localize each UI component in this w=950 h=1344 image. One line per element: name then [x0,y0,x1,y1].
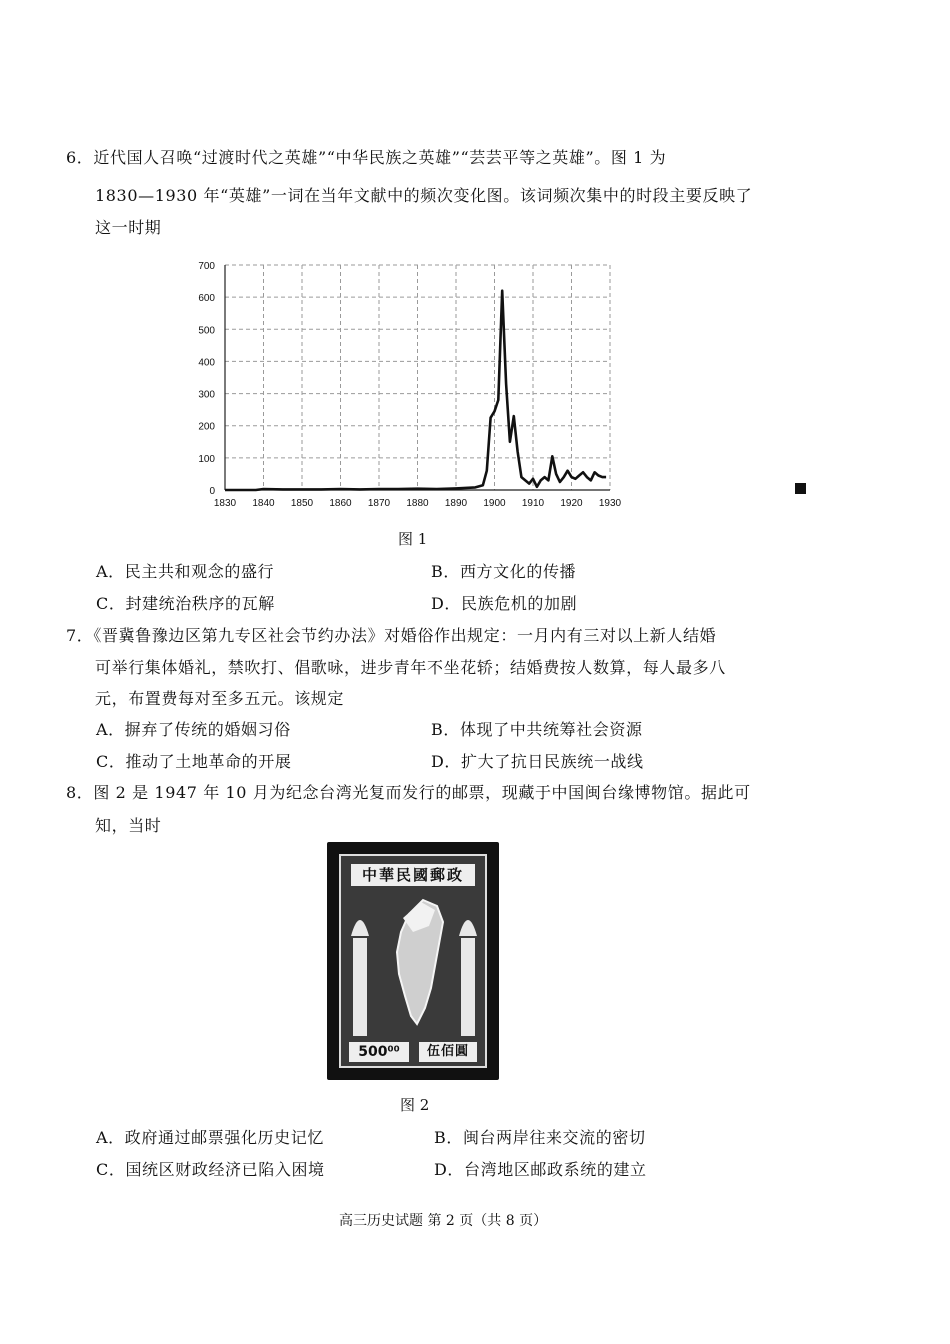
q7-option-c[interactable]: C．推动了土地革命的开展 [96,752,292,771]
y-tick-label: 200 [198,421,215,433]
stamp-illustration [341,856,489,1070]
stamp-denomination: 500⁰⁰ [349,1042,409,1062]
q6-option-b[interactable]: B．西方文化的传播 [431,562,577,581]
x-tick-label: 1880 [406,498,429,509]
y-tick-label: 700 [198,261,215,272]
q8-stem-line-1: 8．图 2 是 1947 年 10 月为纪念台湾光复而发行的邮票，现藏于中国闽台缘博物馆。据此可 [66,783,751,802]
q6-stem-line-3: 这一时期 [95,218,162,237]
figure-1-chart [195,255,635,515]
figure-2-stamp [327,842,499,1080]
figure-2-caption: 图 2 [400,1096,430,1114]
stamp-right-pillar [461,938,475,1036]
q8-stem-line-2: 知，当时 [95,816,162,835]
chart-tick-labels [198,261,621,509]
x-tick-label: 1840 [252,498,275,509]
q7-stem-line-1: 7．《晋冀鲁豫边区第九专区社会节约办法》对婚俗作出规定：一月内有三对以上新人结婚 [66,626,717,645]
q6-stem-line-1: 6．近代国人召唤“过渡时代之英雄”“中华民族之英雄”“芸芸平等之英雄”。图 1 为 [66,148,667,167]
y-tick-label: 400 [198,357,215,369]
figure-1-caption: 图 1 [398,530,428,548]
x-tick-label: 1870 [367,498,391,509]
q7-option-d[interactable]: D．扩大了抗日民族统一战线 [431,752,644,771]
q6-option-c[interactable]: C．封建统治秩序的瓦解 [96,594,275,613]
q8-option-d[interactable]: D．台湾地区邮政系统的建立 [434,1160,647,1179]
q8-option-b[interactable]: B．闽台两岸往来交流的密切 [434,1128,646,1147]
q7-option-a[interactable]: A．摒弃了传统的婚姻习俗 [96,720,291,739]
x-tick-label: 1900 [483,498,506,509]
y-tick-label: 100 [198,453,215,465]
stamp-title: 中華民國郵政 [351,864,475,886]
q8-option-a[interactable]: A．政府通过邮票强化历史记忆 [96,1128,324,1147]
q7-stem-line-3: 元，布置费每对至多五元。该规定 [95,689,345,708]
page-marker [795,483,806,494]
q6-option-a[interactable]: A．民主共和观念的盛行 [96,562,275,581]
x-tick-label: 1920 [560,498,583,509]
chart-series [225,291,606,490]
x-tick-label: 1890 [444,498,468,509]
x-tick-label: 1860 [329,498,352,509]
stamp-left-torch-icon [351,920,369,936]
q7-stem-line-2: 可举行集体婚礼，禁吹打、倡歌咏，进步青年不坐花轿；结婚费按人数算，每人最多八 [95,658,726,677]
q7-option-b[interactable]: B．体现了中共统筹社会资源 [431,720,643,739]
stamp-denomination-chars: 伍佰圓 [419,1042,477,1062]
stamp-inner-frame [339,854,487,1068]
x-tick-label: 1830 [213,498,237,509]
q8-option-c[interactable]: C．国统区财政经济已陷入困境 [96,1160,325,1179]
stamp-right-torch-icon [459,920,477,936]
stamp-left-pillar [353,938,367,1036]
q6-stem-line-2: 1830—1930 年“英雄”一词在当年文献中的频次变化图。该词频次集中的时段主要反映了 [95,186,753,205]
y-tick-label: 300 [198,389,215,401]
y-tick-label: 500 [198,325,215,337]
y-tick-label: 0 [209,486,215,497]
x-tick-label: 1910 [521,498,545,509]
page-footer: 高三历史试题 第 2 页（共 8 页） [339,1213,548,1229]
q6-option-d[interactable]: D．民族危机的加剧 [431,594,578,613]
y-tick-label: 600 [198,293,215,305]
x-tick-label: 1850 [290,498,314,509]
series-line [225,291,606,490]
x-tick-label: 1930 [598,498,622,509]
